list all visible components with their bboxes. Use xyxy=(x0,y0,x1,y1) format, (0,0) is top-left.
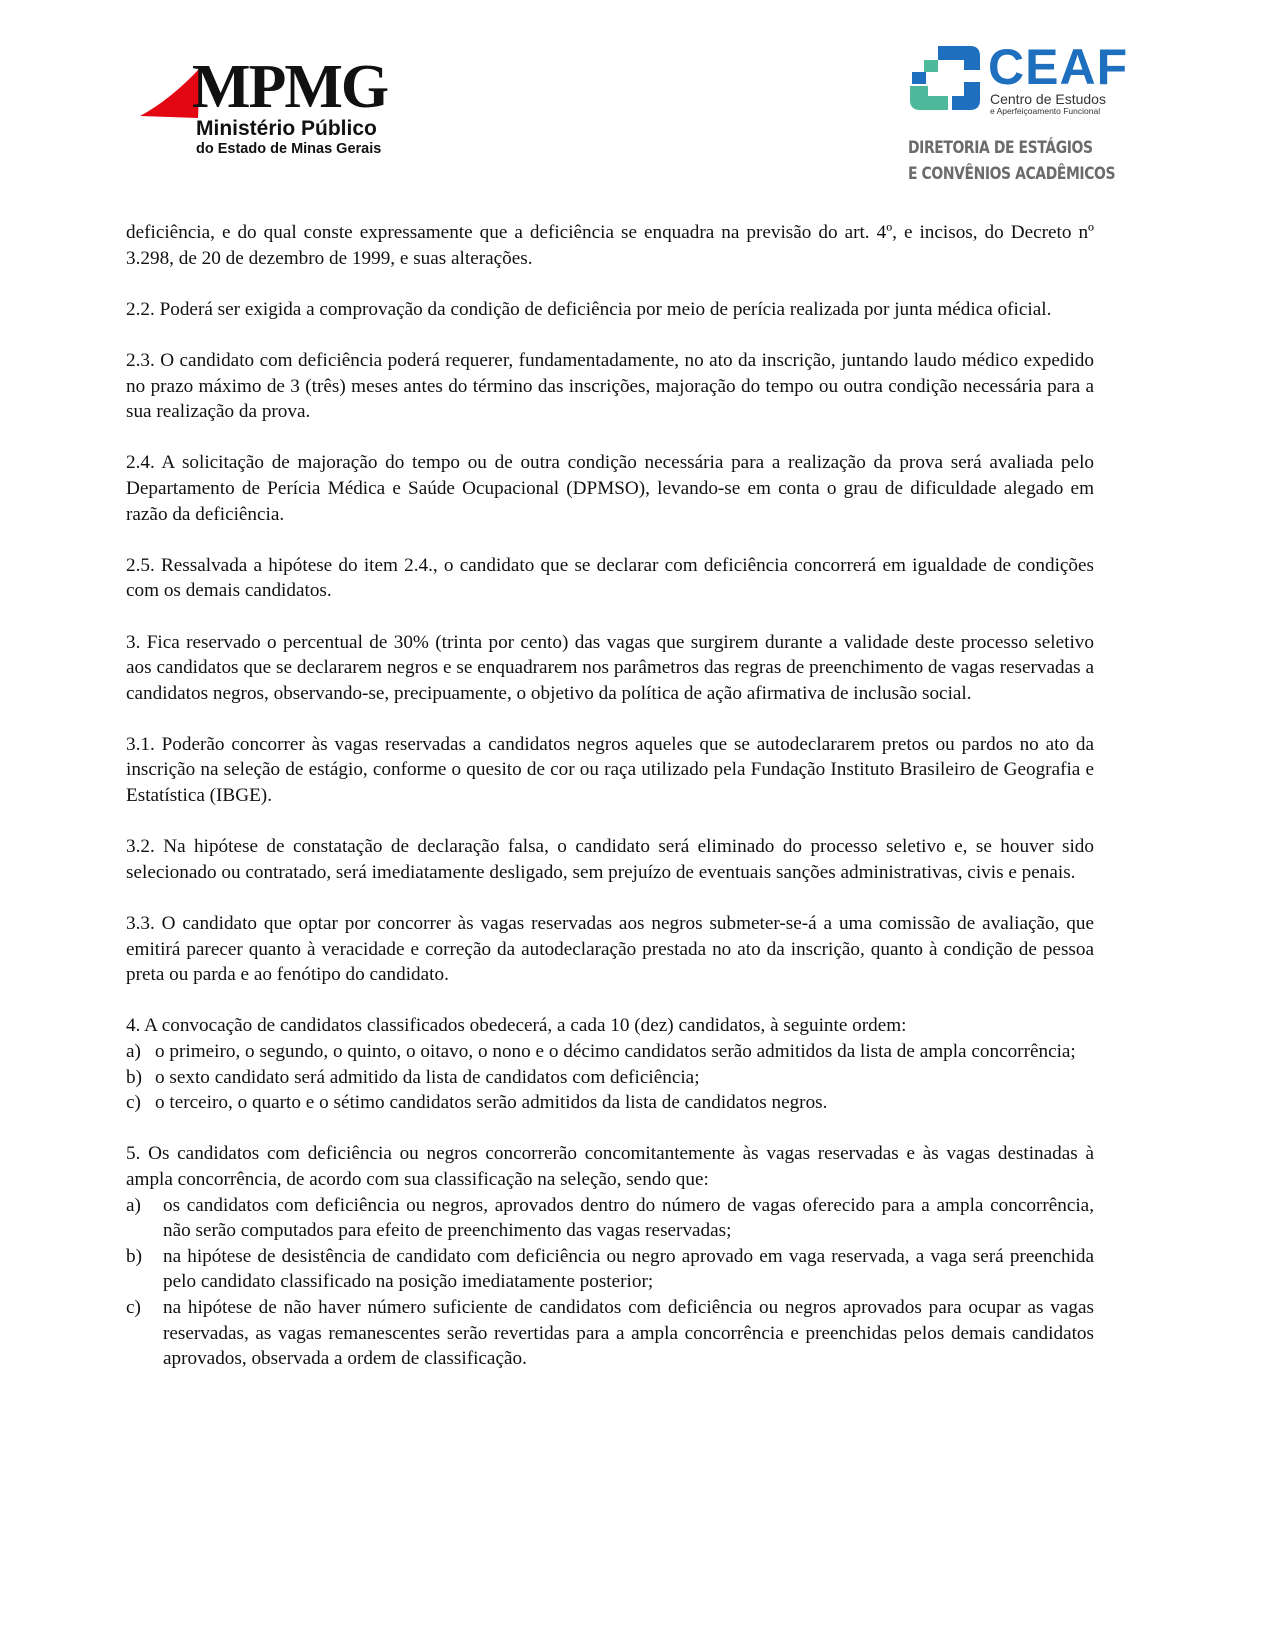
paragraph-2-4: 2.4. A solicitação de majoração do tempo ou de outra condição necessária para a realização da prova será avaliada pelo Departamento de Perícia Médica e Saúde Ocupacional (DPMSO), levando-se em conta o grau de dificuldade alegado em razão da deficiência. xyxy=(126,452,1094,525)
list-marker: c) xyxy=(126,1296,141,1318)
paragraph-3-1: 3.1. Poderão concorrer às vagas reservadas a candidatos negros aqueles que se autodeclararem pretos ou pardos no ato da inscrição na seleção de estágio, conforme o quesito de cor ou raça utilizado pela Fundação Instituto Brasileiro de Geografia e Estatística (IBGE). xyxy=(126,733,1094,807)
mpmg-wordmark: MPMG xyxy=(192,53,388,121)
list-marker: b) xyxy=(126,1066,142,1088)
paragraph-3-2: 3.2. Na hipótese de constatação de declaração falsa, o candidato será eliminado do processo seletivo e, se houver sido selecionado ou contratado, será imediatamente desligado, sem prejuízo de eventuais sanções administrativas, civis e penais. xyxy=(126,836,1094,883)
list-text: na hipótese de não haver número suficiente de candidatos com deficiência ou negros aprovados para ocupar as vagas reservadas, as vagas remanescentes serão revertidas para a ampla concorrência e preenchidas pelos demais candidatos aprovados, observada a ordem de classificação. xyxy=(163,1296,1094,1370)
ceaf-subtitle-2: e Aperfeiçoamento Funcional xyxy=(990,106,1101,116)
ceaf-emblem-icon xyxy=(908,44,984,110)
paragraph-3-3: 3.3. O candidato que optar por concorrer às vagas reservadas aos negros submeter-se-á a uma comissão de avaliação, que emitirá parecer quanto à veracidade e correção da autodeclaração prestada no ato da inscrição, quanto à condição de pessoa preta ou parda e ao fenótipo do candidato. xyxy=(126,913,1094,986)
list-text: o terceiro, o quarto e o sétimo candidatos serão admitidos da lista de candidatos negros. xyxy=(155,1092,828,1114)
ceaf-logo xyxy=(908,39,1138,194)
paragraph-2-5: 2.5. Ressalvada a hipótese do item 2.4., o candidato que se declarar com deficiência concorrerá em igualdade de condições com os demais candidatos. xyxy=(126,554,1094,602)
list-marker: a) xyxy=(126,1194,141,1216)
list-item xyxy=(126,1065,1094,1091)
mpmg-subtitle-2: do Estado de Minas Gerais xyxy=(196,141,382,157)
paragraph-3: 3. Fica reservado o percentual de 30% (trinta por cento) das vagas que surgirem durante a validade deste processo seletivo aos candidatos que se declararem negros e se enquadrarem nos parâmetros das regras de preenchimento de vagas reservadas a candidatos negros, observando-se, precipuamente, o objetivo da política de ação afirmativa de inclusão social. xyxy=(126,631,1094,704)
list-text: na hipótese de desistência de candidato com deficiência ou negro aprovado em vaga reservada, a vaga será preenchida pelo candidato classificado na posição imediatamente posterior; xyxy=(163,1245,1094,1293)
list-text: o primeiro, o segundo, o quinto, o oitavo, o nono e o décimo candidatos serão admitidos da lista de ampla concorrência; xyxy=(155,1041,1076,1062)
list-item xyxy=(126,1039,1094,1065)
paragraph-intro: deficiência, e do qual conste expressamente que a deficiência se enquadra na previsão do art. 4º, e incisos, do Decreto nº 3.298, de 20 de dezembro de 1999, e suas alterações. xyxy=(126,222,1094,269)
ceaf-subtitle-1: Centro de Estudos xyxy=(990,91,1106,107)
list-item xyxy=(126,1193,1094,1244)
paragraph-2-2: 2.2. Poderá ser exigida a comprovação da condição de deficiência por meio de perícia realizada por junta médica oficial. xyxy=(126,298,1052,320)
paragraph-2-3: 2.3. O candidato com deficiência poderá requerer, fundamentadamente, no ato da inscrição, juntando laudo médico expedido no prazo máximo de 3 (três) meses antes do término das inscrições, majoração do tempo ou outra condição necessária para a sua realização da prova. xyxy=(126,349,1094,423)
list-text: os candidatos com deficiência ou negros, aprovados dentro do número de vagas oferecido para a ampla concorrência, não serão computados para efeito de preenchimento das vagas reservadas; xyxy=(163,1194,1094,1242)
ceaf-wordmark: CEAF xyxy=(988,39,1129,95)
list-marker: a) xyxy=(126,1041,141,1062)
list-item xyxy=(126,1244,1094,1295)
mpmg-logo xyxy=(140,53,410,162)
list-item xyxy=(126,1090,1094,1116)
list-5 xyxy=(126,1193,1094,1372)
paragraph-4: 4. A convocação de candidatos classificados obedecerá, a cada 10 (dez) candidatos, à seguinte ordem: xyxy=(126,1015,907,1037)
list-marker: c) xyxy=(126,1092,141,1114)
list-item xyxy=(126,1295,1094,1372)
mpmg-subtitle-1: Ministério Público xyxy=(196,117,377,140)
list-text: o sexto candidato será admitido da lista de candidatos com deficiência; xyxy=(155,1066,700,1088)
directorate-line-2: E CONVÊNIOS ACADÊMICOS xyxy=(908,164,1116,184)
list-marker: b) xyxy=(126,1245,142,1267)
list-4 xyxy=(126,1039,1094,1116)
document-body xyxy=(126,220,1094,1397)
paragraph-5: 5. Os candidatos com deficiência ou negros concorrerão concomitantemente às vagas reservadas e às vagas destinadas à ampla concorrência, de acordo com sua classificação na seleção, sendo que: xyxy=(126,1143,1094,1190)
directorate-line-1: DIRETORIA DE ESTÁGIOS xyxy=(908,138,1093,158)
